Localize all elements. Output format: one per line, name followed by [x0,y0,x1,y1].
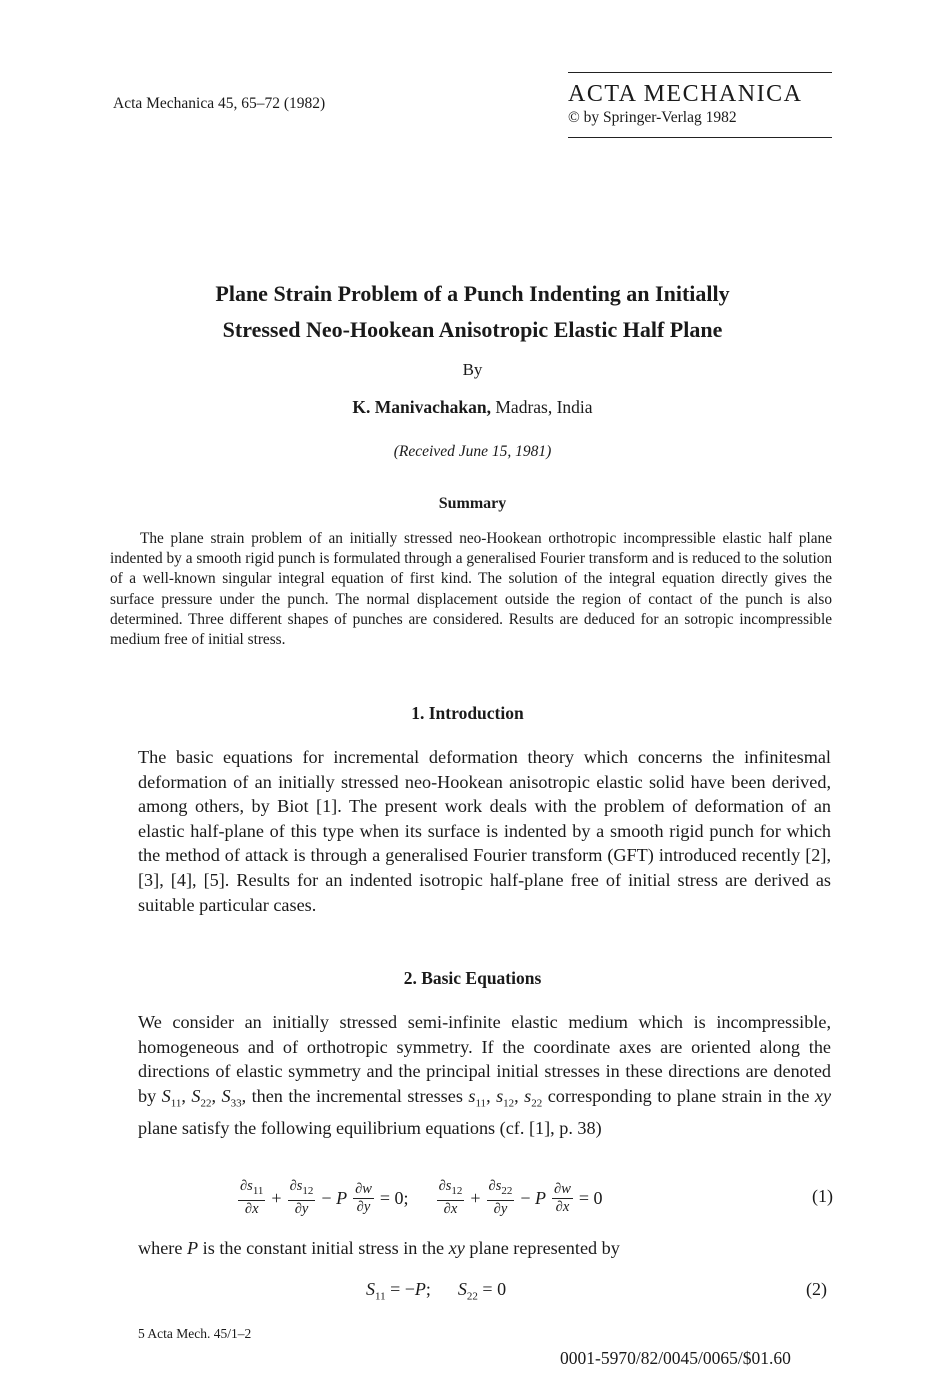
journal-citation: Acta Mechanica 45, 65–72 (1982) [113,95,326,112]
para1-part-a: We consider an initially stressed semi-infinite elastic medium which is incompressible, homogeneous and of orthotropic symmetry. If the coordinate axes are oriented along the directions of elastic symmetry and the principal initial stresses in these directions are denoted by [138,1012,831,1106]
article-title [100,276,845,348]
para2-part-b: is the constant initial stress in the [202,1238,445,1258]
author-line [0,397,945,418]
equation-1-number: (1) [812,1186,833,1206]
summary-text: The plane strain problem of an initially stressed neo-Hookean orthotropic incompressible elastic half plane indented by a smooth rigid punch is formulated through a generalised Fourier transform and is reduced to the solution of a well-known singular integral equation of first kind. The solution of the integral equation directly gives the surface pressure under the punch. The normal displacement outside the region of contact of the punch is also determined. Three different shapes of punches are considered. Results are deduced for an sotropic incompressible medium free of initial stress. [110,530,832,649]
summary-heading: Summary [438,495,507,512]
equation-1 [238,1173,833,1223]
journal-title: ACTA MECHANICA [568,81,803,107]
by-line: By [462,360,483,379]
section-heading-introduction: 1. Introduction [411,703,524,723]
where-paragraph: where P is the constant initial stress in the xy plane represented by [138,1238,620,1258]
title-line-1: Plane Strain Problem of a Punch Indenting an Initially [215,281,730,306]
para1-part-d: plane satisfy the following equilibrium equations (cf. [1], p. 38) [138,1118,602,1139]
title-line-2: Stressed Neo-Hookean Anisotropic Elastic Half Plane [222,317,723,342]
bottom-rule [568,137,832,138]
article-code: 0001-5970/82/0045/0065/$01.60 [560,1348,791,1368]
introduction-paragraph [138,745,831,917]
copyright-line: © by Springer-Verlag 1982 [568,109,737,126]
journal-masthead [568,72,832,138]
introduction-text: The basic equations for incremental deformation theory which concerns the infinitesmal deformation of an initially stressed neo-Hookean anisotropic elastic solid have been derived, among others, by Biot [1]. The present work deals with the problem of deformation of an elastic half-plane of this type when its surface is indented by a smooth rigid punch for which the method of attack is through a generalised Fourier transform (GFT) introduced recently [2], [3], [4], [5]. Results for an indented isotropic half-plane free of initial stress are derived as suitable particular cases. [138,747,831,915]
para2-part-a: where [138,1238,183,1258]
author-location: Madras, India [495,397,593,417]
basic-equations-paragraph: We consider an initially stressed semi-infinite elastic medium which is incompressible, homogeneous and of orthotropic symmetry. If the coordinate axes are oriented along the directions of elastic symmetry and the principal initial stresses in these directions are denoted by $S_{11}$, $S_{22}$, $S_{33}$, then the incremental stresses $s_{11}$, $s_{12}$, $s_{22}$ corresponding to plane strain in the xy plane satisfy the following equilibrium equations (cf. [1], p. 38) [138,1012,832,1139]
equation-1-body: $\frac{\partial s_{11}}{\partial x}$ + $\frac{\partial s_{12}}{\partial y}$ − P $\frac{\partial w}{\partial y}$ = 0; $\frac{\partial s_{12}}{\partial x}$ + $\frac{\partial s_{22}}{\partial y}$ − P $\frac{\partial w}{\partial x}$ = 0 [240,1178,603,1217]
eq2-symbol: S [366,1279,375,1299]
para1-part-b: then the incremental stresses [251,1085,463,1106]
section-heading-basic-equations: 2. Basic Equations [403,968,542,988]
received-date: (Received June 15, 1981) [393,443,552,460]
equation-2-number: (2) [806,1279,827,1299]
page-footnote: 5 Acta Mech. 45/1–2 [138,1326,252,1341]
para1-part-c: corresponding to plane strain in the [547,1085,810,1106]
equation-2: $S_{11} = -P$; $S_{22} = 0$ [366,1279,507,1303]
top-rule [568,72,832,73]
author-name: K. Manivachakan, [352,397,491,417]
para2-part-c: plane represented by [469,1238,620,1258]
